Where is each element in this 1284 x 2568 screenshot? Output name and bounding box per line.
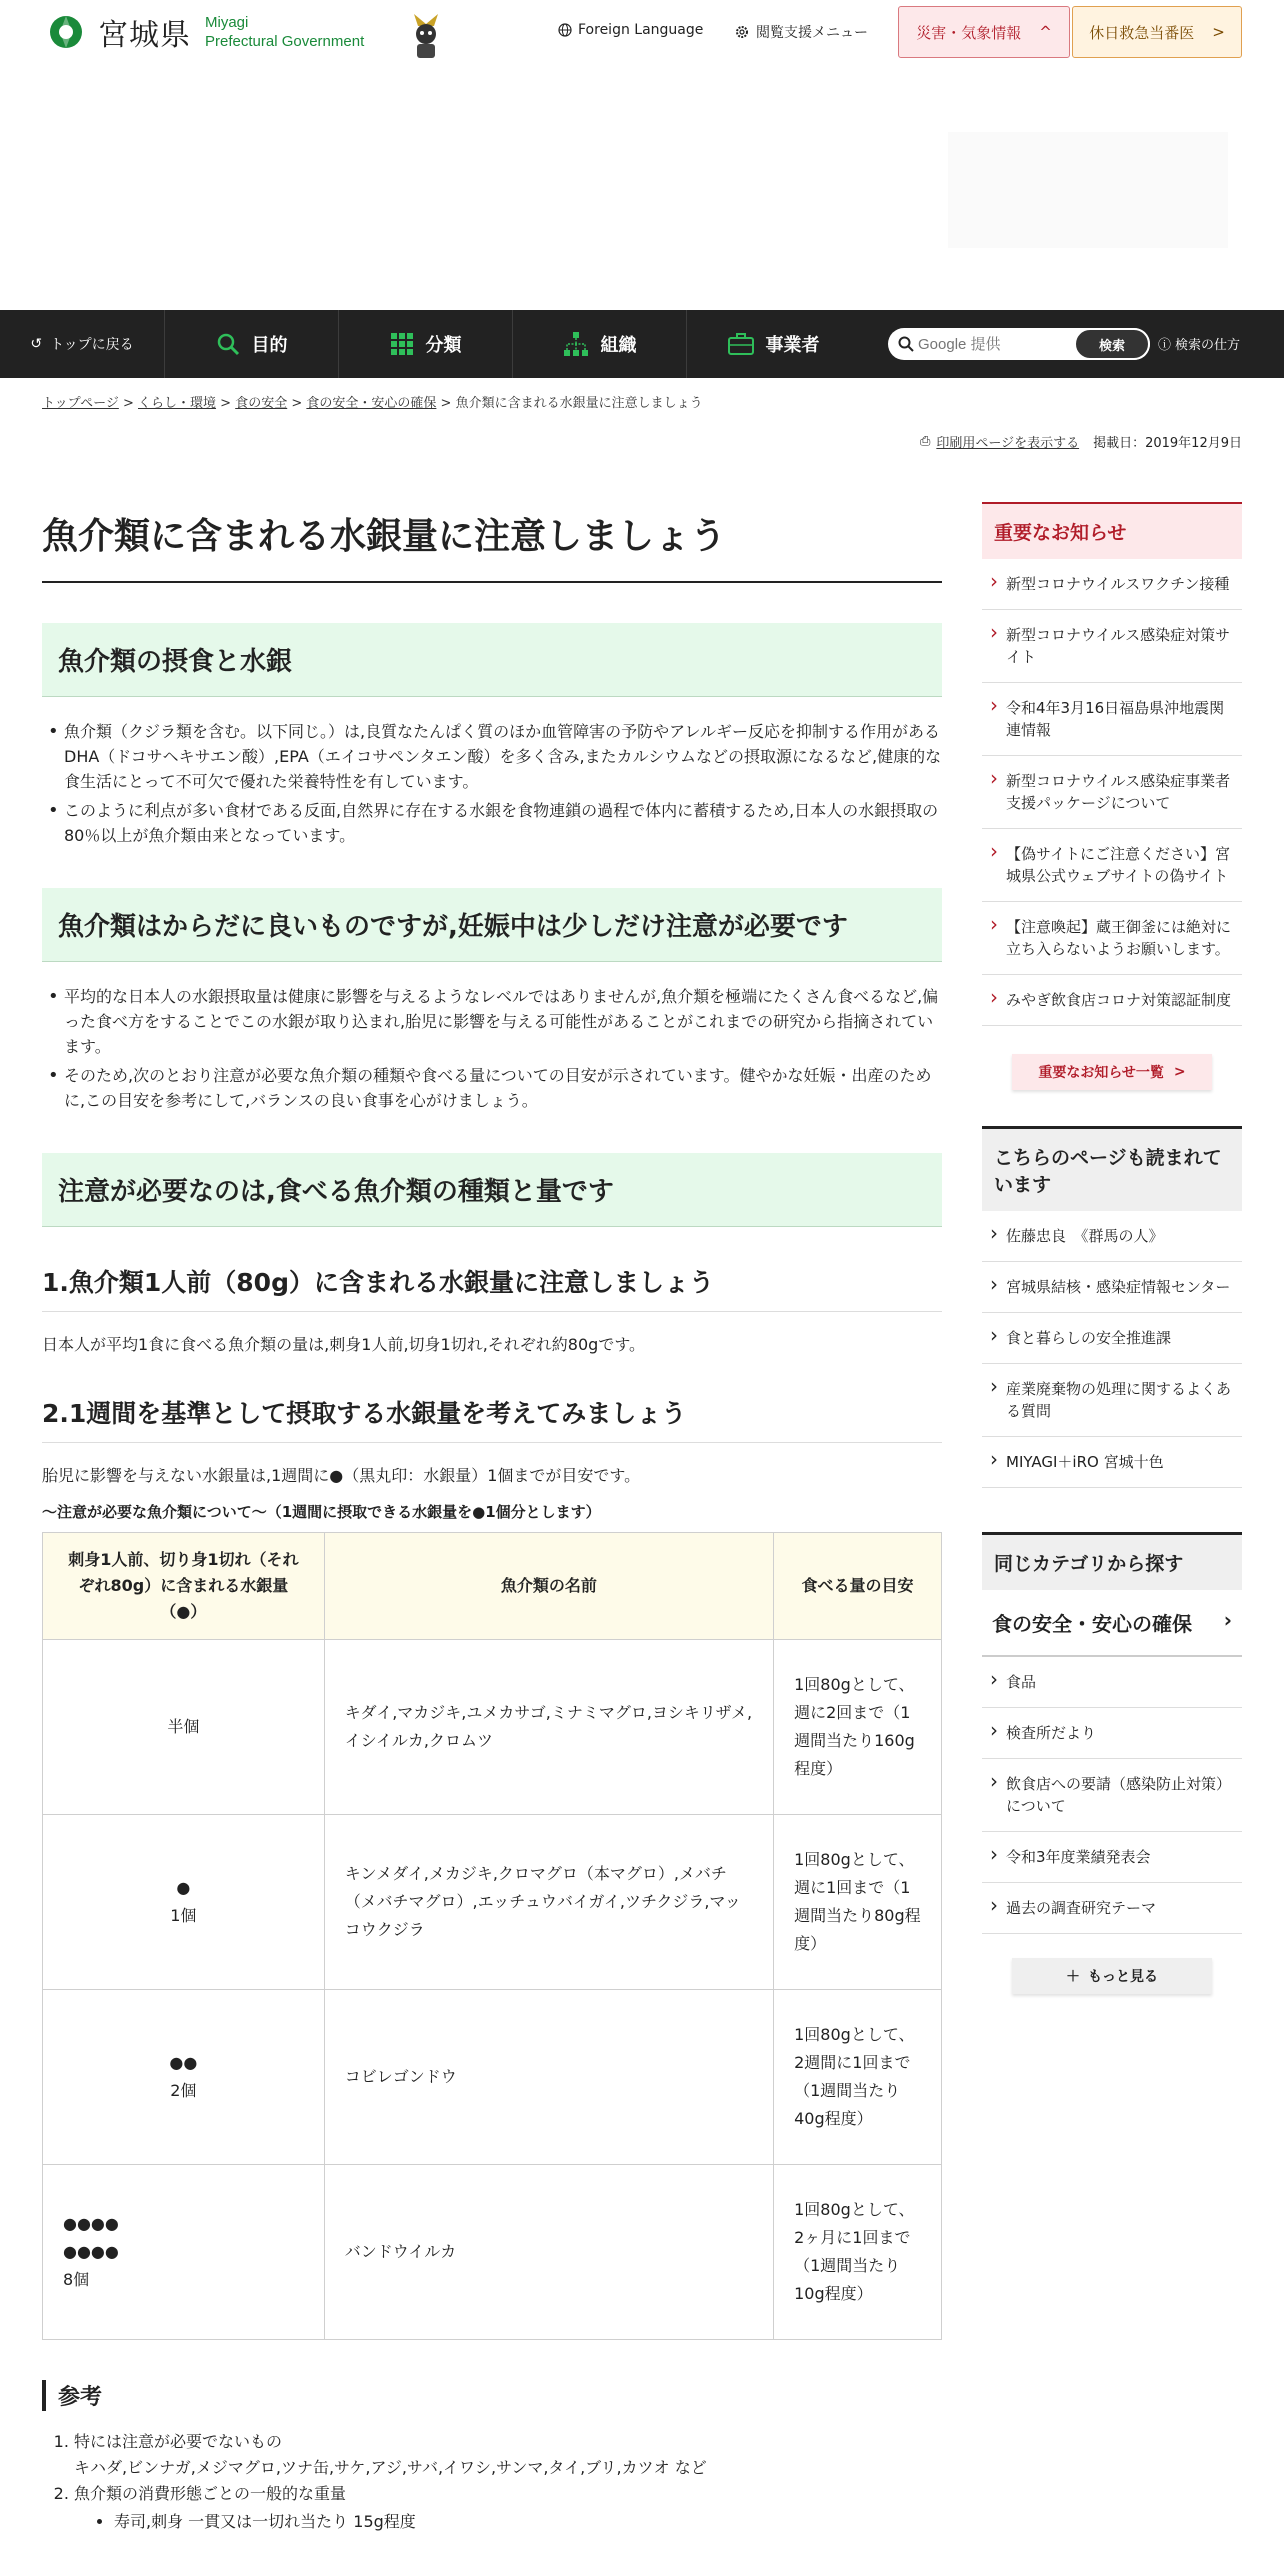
holiday-emergency-button[interactable] [1072, 6, 1242, 58]
fish-names-cell: バンドウイルカ [324, 2164, 773, 2339]
section-heading-pregnancy: 魚介類はからだに良いものですが,妊娠中は少しだけ注意が必要です [42, 888, 942, 962]
table-row [43, 2164, 942, 2339]
column-header-mercury: 刺身1人前、切り身1切れ（それぞれ80g）に含まれる水銀量（●） [43, 1532, 325, 1639]
per-serving-text: 日本人が平均1食に食べる魚介類の量は,刺身1人前,切身1切れ,それぞれ約80gです。 [42, 1334, 646, 1354]
reference-item2-bullet: • 寿司,刺身 一貫又は一切れ当たり 15g程度 [114, 2509, 942, 2535]
fish-names-cell: コビレゴンドウ [324, 1989, 773, 2164]
important-notices-list [982, 559, 1242, 1026]
briefcase-icon [728, 332, 754, 356]
prefecture-emblem-icon [42, 13, 90, 51]
breadcrumb-home[interactable]: トップページ [42, 396, 119, 411]
table-header-row [43, 1532, 942, 1639]
search-help-link[interactable] [1158, 334, 1240, 353]
table-row [43, 1639, 942, 1814]
mascot-icon [408, 8, 444, 62]
important-notice-item[interactable]: › 新型コロナウイルスワクチン接種 [982, 559, 1242, 610]
see-more-button[interactable] [1012, 1958, 1212, 1994]
important-notice-item[interactable]: › 【偽サイトにご注意ください】宮城県公式ウェブサイトの偽サイト [982, 829, 1242, 902]
dots: ● [176, 1877, 191, 1897]
amount: 2個 [170, 2080, 197, 2100]
search-input[interactable] [918, 336, 1068, 353]
category-item[interactable]: › 過去の調査研究テーマ [982, 1883, 1242, 1934]
search-icon [216, 332, 240, 356]
page-title: 魚介類に含まれる水銀量に注意しましょう [42, 500, 942, 583]
reference-item1-text: キハダ,ビンナガ,メジマグロ,ツナ缶,サケ,アジ,サバ,イワシ,サンマ,タイ,ブリ,カツオ など [74, 2457, 707, 2477]
list-item: • そのため,次のとおり注意が必要な魚介類の種類や食べる量についての目安が示されています。健やかな妊娠・出産のために,この目安を参考にして,バランスの良い食事を心がけましょう。 [42, 1063, 942, 1113]
print-page-link[interactable]: 印刷用ページを表示する [936, 436, 1080, 451]
category-item[interactable]: › 飲食店への要請（感染防止対策）について [982, 1759, 1242, 1832]
faded-banner [948, 132, 1228, 248]
logo-english-line2: Prefectural Government [205, 33, 365, 50]
chevron-right-icon: > [1173, 1064, 1186, 1080]
mercury-table [42, 1532, 942, 2340]
same-category-heading: 同じカテゴリから探す [982, 1532, 1242, 1590]
table-caption: ～注意が必要な魚介類について～（1週間に摂取できる水銀量を●1個分とします） [42, 1502, 601, 1521]
also-read-heading: こちらのページも読まれています [982, 1126, 1242, 1211]
important-notices-heading: 重要なお知らせ [982, 502, 1242, 559]
weekly-text: 胎児に影響を与えない水銀量は,1週間に●（黒丸印：水銀量）1個までが目安です。 [42, 1465, 641, 1485]
plus-icon: ＋ [1066, 1969, 1080, 1985]
globe-icon [558, 23, 572, 37]
nav-business-label: 事業者 [765, 335, 820, 356]
category-item[interactable]: › 令和3年度業績発表会 [982, 1832, 1242, 1883]
grid-icon [390, 332, 414, 356]
amount: 1個 [170, 1905, 197, 1925]
reference-heading: 参考 [42, 2380, 942, 2411]
mercury-amount-cell [43, 1639, 325, 1814]
intake-bullets [42, 719, 942, 848]
mercury-amount-cell [43, 1814, 325, 1989]
table-row [43, 1989, 942, 2164]
accessibility-menu-link[interactable] [734, 22, 868, 42]
holiday-emergency-label: 休日救急当番医 [1089, 23, 1195, 42]
chevron-right-icon: › [1223, 1608, 1232, 1632]
fish-names-cell: キダイ,マカジキ,ユメカサゴ,ミナミマグロ,ヨシキリザメ,イシイルカ,クロムツ [324, 1639, 773, 1814]
search-icon [898, 336, 914, 352]
page-meta [920, 432, 1242, 451]
nav-organization-label: 組織 [600, 335, 637, 356]
mercury-amount-cell [43, 1989, 325, 2164]
mercury-amount-cell [43, 2164, 325, 2339]
posted-date: 掲載日：2019年12月9日 [1093, 436, 1242, 451]
subheading-weekly: 2.1週間を基準として摂取する水銀量を考えてみましょう [42, 1394, 942, 1443]
chevron-up-icon: ^ [1039, 23, 1052, 41]
also-read-item[interactable]: › MIYAGI＋iRO 宮城十色 [982, 1437, 1242, 1488]
important-notice-item[interactable]: › 新型コロナウイルス感染症対策サイト [982, 610, 1242, 683]
foreign-language-label: Foreign Language [578, 22, 704, 38]
important-notice-item[interactable]: › 【注意喚起】蔵王御釜には絶対に立ち入らないようお願いします。 [982, 902, 1242, 975]
chevron-right-icon: > [1212, 23, 1225, 41]
important-notice-item[interactable]: › 新型コロナウイルス感染症事業者支援パッケージについて [982, 756, 1242, 829]
list-item [74, 2429, 942, 2481]
logo-english [205, 13, 364, 51]
list-item: • このように利点が多い食材である反面,自然界に存在する水銀を食物連鎖の過程で体内に蓄積するため,日本人の水銀摂取の80％以上が魚介類由来となっています。 [42, 798, 942, 848]
search-help-label: 検索の仕方 [1175, 338, 1241, 353]
dots: ●● [169, 2052, 198, 2072]
site-header [0, 0, 1284, 310]
important-notice-item[interactable]: › みやぎ飲食店コロナ対策認証制度 [982, 975, 1242, 1026]
also-read-item[interactable]: › 宮城県結核・感染症情報センター [982, 1262, 1242, 1313]
list-item [74, 2481, 942, 2535]
category-title-link[interactable] [982, 1590, 1242, 1657]
nav-purpose-label: 目的 [251, 335, 288, 356]
gear-icon [734, 24, 750, 40]
breadcrumb: トップページ > くらし・環境 > 食の安全 > 食の安全・安心の確保 > 魚介類に含まれる水銀量に注意しましょう [42, 396, 703, 411]
printer-icon: ⎙ [919, 434, 931, 449]
important-notices-more-button[interactable] [1012, 1054, 1212, 1090]
site-logo[interactable] [42, 10, 364, 54]
logo-text: 宮城県 [98, 18, 191, 53]
nav-business[interactable] [686, 310, 860, 378]
fish-names-cell: キンメダイ,メカジキ,クロマグロ（本マグロ）,メバチ（メバチマグロ）,エッチュウバイガイ,ツチクジラ,マッコウクジラ [324, 1814, 773, 1989]
reference-list [42, 2429, 942, 2535]
disaster-info-label: 災害・気象情報 [916, 23, 1022, 42]
important-notice-item[interactable]: › 令和4年3月16日福島県沖地震関連情報 [982, 683, 1242, 756]
column-header-guide: 食べる量の目安 [774, 1532, 942, 1639]
breadcrumb-food-safety[interactable]: 食の安全 [235, 396, 288, 411]
global-nav [0, 310, 1284, 378]
search-button[interactable]: 検索 [1074, 328, 1150, 360]
reference-item2-title: 魚介類の消費形態ごとの一般的な重量 [74, 2483, 347, 2503]
also-read-item[interactable]: › 食と暮らしの安全推進課 [982, 1313, 1242, 1364]
also-read-item[interactable]: › 佐藤忠良 《群馬の人》 [982, 1211, 1242, 1262]
foreign-language-link[interactable] [558, 22, 703, 38]
amount: 8個 [63, 2269, 90, 2289]
pregnancy-bullets [42, 984, 942, 1113]
category-title: 食の安全・安心の確保 [992, 1612, 1192, 1636]
also-read-item[interactable]: › 産業廃棄物の処理に関するよくある質問 [982, 1364, 1242, 1437]
back-to-top-label: トップに戻る [50, 337, 134, 353]
nav-category[interactable] [338, 310, 512, 378]
section-heading-intake: 魚介類の摂食と水銀 [42, 623, 942, 697]
important-notices-more-label: 重要なお知らせ一覧 [1038, 1065, 1164, 1081]
return-arrow-icon: ↺ [30, 336, 43, 352]
site-search [888, 328, 1150, 360]
also-read-list [982, 1211, 1242, 1488]
list-item: • 平均的な日本人の水銀摂取量は健康に影響を与えるようなレベルではありませんが,魚介類を極端にたくさん食べるなど,偏った食べ方をすることでこの水銀が取り込まれ,胎児に影響を与える可能性があることがこれまでの研究から指摘されています。 [42, 984, 942, 1059]
section-heading-types: 注意が必要なのは,食べる魚介類の種類と量です [42, 1153, 942, 1227]
category-item[interactable]: › 検査所だより [982, 1708, 1242, 1759]
see-more-label: もっと見る [1088, 1969, 1158, 1985]
disaster-info-button[interactable] [898, 6, 1070, 58]
guide-cell: 1回80gとして、週に1回まで（1週間当たり80g程度） [774, 1814, 942, 1989]
column-header-fish: 魚介類の名前 [324, 1532, 773, 1639]
subheading-per-serving: 1.魚介類1人前（80g）に含まれる水銀量に注意しましょう [42, 1263, 942, 1312]
guide-cell: 1回80gとして、2ヶ月に1回まで（1週間当たり10g程度） [774, 2164, 942, 2339]
breadcrumb-living[interactable]: くらし・環境 [138, 396, 217, 411]
help-icon: ⓘ [1158, 338, 1172, 353]
list-item: • 魚介類（クジラ類を含む。以下同じ。）は,良質なたんぱく質のほか血管障害の予防やアレルギー反応を抑制する作用があるDHA（ドコサヘキサエン酸）,EPA（エイコサペンタエン酸）を多く含み,またカルシウムなどの摂取源になるなど,健康的な食生活にとって不可欠で優れた栄養特性を有しています。 [42, 719, 942, 794]
accessibility-menu-label: 閲覧支援メニュー [756, 25, 868, 41]
nav-organization[interactable] [512, 310, 686, 378]
reference-item1-title: 特には注意が必要でないもの [74, 2431, 283, 2451]
logo-english-line1: Miyagi [205, 14, 249, 31]
dots: ●●●● ●●●● [63, 2213, 119, 2261]
nav-purpose[interactable] [164, 310, 338, 378]
guide-cell: 1回80gとして、2週間に1回まで（1週間当たり40g程度） [774, 1989, 942, 2164]
guide-cell: 1回80gとして、週に2回まで（1週間当たり160g程度） [774, 1639, 942, 1814]
sidebar [982, 502, 1242, 1994]
breadcrumb-food-security[interactable]: 食の安全・安心の確保 [306, 396, 437, 411]
category-list [982, 1657, 1242, 1934]
back-to-top-link[interactable] [0, 310, 164, 378]
org-chart-icon [563, 331, 589, 357]
breadcrumb-current: 魚介類に含まれる水銀量に注意しましょう [455, 396, 703, 411]
table-row [43, 1814, 942, 1989]
nav-category-label: 分類 [425, 335, 462, 356]
category-item[interactable]: › 食品 [982, 1657, 1242, 1708]
main-content [42, 500, 942, 2535]
amount: 半個 [167, 1716, 200, 1736]
